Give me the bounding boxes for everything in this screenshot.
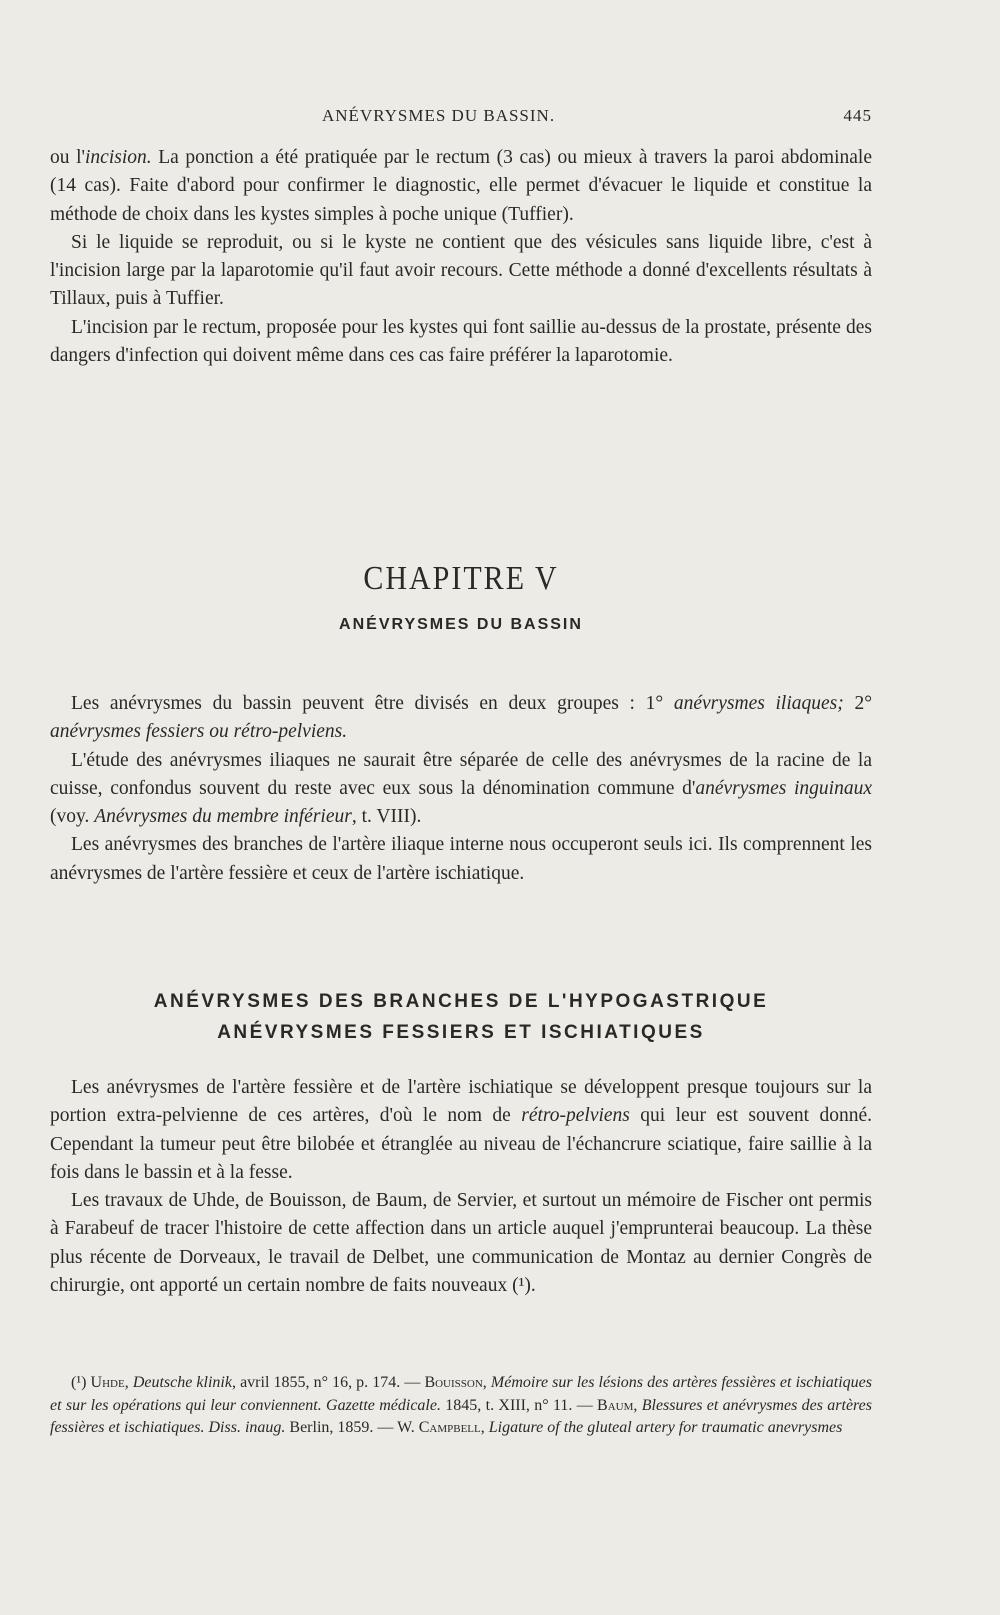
text-run: 1845, t. XIII, n° 11. — (440, 1396, 598, 1414)
chapter-subheading: ANÉVRYSMES DU BASSIN (339, 616, 583, 633)
text-run: L'étude des anévrysmes iliaques ne saurait être séparée de celle des anévrysmes de la racine de la cuisse, confondus souvent du reste avec eux sous la dénomination commune d' (50, 749, 872, 799)
text-run: (voy. (50, 806, 95, 828)
chapter-paragraph-2 (50, 747, 872, 832)
text-run: Les travaux de Uhde, de Bouisson, de Baum, de Servier, et surtout un mémoire de Fischer ont permis à Farabeuf de tracer l'histoire de cette affection dans un article auquel j'emprunterai beaucoup. La thèse plus récente de Dorveaux, le travail de Delbet, une communication de Montaz au dernier Congrès de chirurgie, ont apporté un certain nombre de faits nouveaux (50, 1190, 872, 1297)
work-title: Mémoire sur les lésions des artères fessières et ischiatiques et sur les opérations qui leur conviennent. Gazette médicale. (50, 1374, 873, 1414)
text-run: Les anévrysmes du bassin peuvent être divisés en deux groupes : 1° (71, 693, 674, 714)
italic-run: rétro-pelviens (521, 1105, 630, 1127)
footnote (50, 1372, 872, 1440)
italic-run: incision. (85, 147, 152, 168)
footnote-marker: (¹) (71, 1374, 91, 1391)
italic-run: anévrysmes fessiers ou rétro-pelviens. (50, 721, 348, 743)
author-name: Campbell (418, 1419, 481, 1437)
text-run: Berlin, 1859. — W. (285, 1419, 419, 1437)
text-run: , (480, 1419, 489, 1437)
text-run: , (633, 1396, 642, 1414)
page-number: 445 (843, 106, 872, 125)
text-run: Les anévrysmes de l'artère fessière et de l'artère ischiatique se développent presque toujours sur la portion extra-pelvienne de ces artères, d'où le nom de (50, 1077, 872, 1127)
text-run: 2° (854, 693, 872, 714)
text-run: qui leur est souvent donné. Cependant la tumeur peut être bilobée et étranglée au niveau de l'échancrure sciatique, faire saillie à la fois dans le bassin et à la fesse. (50, 1105, 872, 1183)
section-title-line-2: ANÉVRYSMES FESSIERS ET ISCHIATIQUES (217, 1022, 705, 1043)
section-paragraph-2 (50, 1187, 872, 1300)
section-title-line-1: ANÉVRYSMES DES BRANCHES DE L'HYPOGASTRIQUE (153, 991, 769, 1012)
italic-run: anévrysmes inguinaux (695, 777, 872, 799)
author-name: Uhde (90, 1374, 125, 1391)
intro-text (50, 144, 872, 370)
italic-run: Anévrysmes du membre inférieur (94, 806, 352, 828)
section-paragraph-1 (50, 1074, 872, 1187)
text-run: , avril 1855, n° 16, p. 174. — (231, 1374, 425, 1391)
text-run: , t. VIII). (351, 806, 422, 828)
italic-run: anévrysmes iliaques; (673, 693, 855, 714)
intro-paragraph-1 (50, 144, 872, 229)
text-run: , (124, 1374, 133, 1391)
footnote-reference: (¹). (512, 1275, 536, 1297)
work-title: Ligature of the gluteal artery for traumatic anevrysmes (488, 1419, 843, 1437)
intro-paragraph-3: L'incision par le rectum, proposée pour les kystes qui font saillie au-dessus de la prostate, présente des dangers d'infection qui doivent même dans ces cas faire préférer la laparotomie. (50, 316, 872, 367)
text-run: ou l' (50, 147, 86, 168)
section-text (50, 1074, 872, 1300)
section-title (50, 986, 872, 1048)
author-name: Baum (597, 1396, 634, 1414)
author-name: Bouisson (424, 1374, 483, 1391)
footnote-paragraph (50, 1372, 872, 1440)
chapter-text (50, 690, 872, 888)
running-head-title: ANÉVRYSMES DU BASSIN. (322, 106, 556, 125)
chapter-heading: CHAPITRE V (363, 559, 559, 597)
text-run: , (482, 1374, 491, 1391)
work-title: Blessures et anévrysmes des artères fessières et ischiatiques. Diss. inaug. (50, 1396, 873, 1437)
chapter-paragraph-3: Les anévrysmes des branches de l'artère iliaque interne nous occuperont seuls ici. Ils comprennent les anévrysmes de l'artère fessière et ceux de l'artère ischiatique. (50, 834, 872, 884)
intro-paragraph-2: Si le liquide se reproduit, ou si le kyste ne contient que des vésicules sans liquide libre, c'est à l'incision large par la laparotomie qu'il faut avoir recours. Cette méthode a donné d'excellents résultats à Tillaux, puis à Tuffier. (50, 231, 872, 310)
work-title: Deutsche klinik (132, 1374, 232, 1391)
chapter-paragraph-1 (50, 690, 872, 747)
text-run: La ponction a été pratiquée par le rectum (3 cas) ou mieux à travers la paroi abdominale (14 cas). Faite d'abord pour confirmer le diagnostic, elle permet d'évacuer le liquide et constitue la méthode de choix dans les kystes simples à poche unique (Tuffier). (50, 147, 872, 225)
